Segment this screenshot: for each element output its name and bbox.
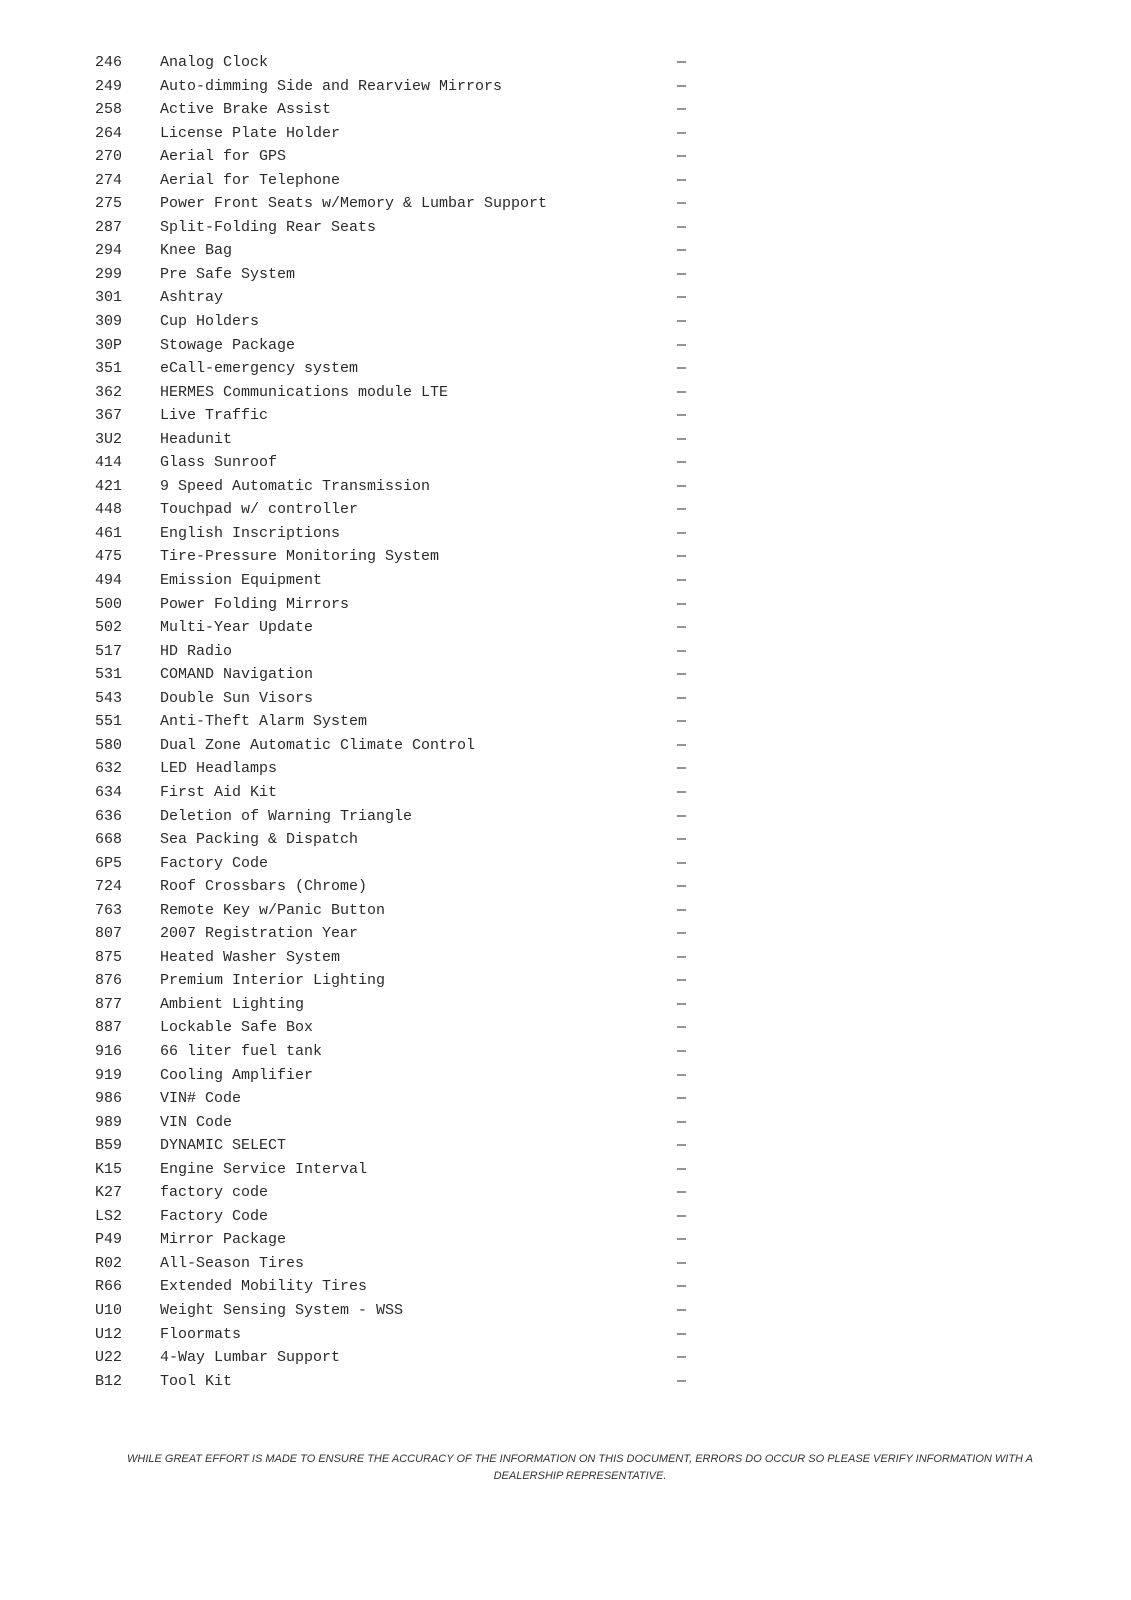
option-row bbox=[95, 852, 695, 876]
option-description: Sea Packing & Dispatch bbox=[160, 831, 359, 849]
option-description: Multi-Year Update bbox=[160, 619, 314, 637]
option-description: Power Front Seats w/Memory & Lumbar Support bbox=[160, 195, 548, 213]
option-code: 362 bbox=[95, 383, 123, 401]
option-price: — bbox=[677, 666, 687, 684]
option-price: — bbox=[677, 619, 687, 637]
option-code: 475 bbox=[95, 548, 123, 566]
option-price: — bbox=[677, 265, 687, 283]
option-price: — bbox=[677, 1325, 687, 1343]
option-description: Deletion of Warning Triangle bbox=[160, 807, 413, 825]
option-row bbox=[95, 899, 695, 923]
option-code: 367 bbox=[95, 407, 123, 425]
option-code: 274 bbox=[95, 171, 123, 189]
option-description: Tire-Pressure Monitoring System bbox=[160, 548, 440, 566]
option-row bbox=[95, 498, 695, 522]
option-row bbox=[95, 169, 695, 193]
option-description: English Inscriptions bbox=[160, 524, 341, 542]
option-description: Extended Mobility Tires bbox=[160, 1278, 368, 1296]
option-description: factory code bbox=[160, 1184, 269, 1202]
option-price: — bbox=[677, 548, 687, 566]
option-row bbox=[95, 875, 695, 899]
option-code: 502 bbox=[95, 619, 123, 637]
option-code: 877 bbox=[95, 995, 123, 1013]
option-price: — bbox=[677, 1231, 687, 1249]
option-code: 448 bbox=[95, 501, 123, 519]
option-price: — bbox=[677, 477, 687, 495]
option-price: — bbox=[677, 595, 687, 613]
option-price: — bbox=[677, 101, 687, 119]
option-code: 421 bbox=[95, 477, 123, 495]
option-price: — bbox=[677, 854, 687, 872]
option-row bbox=[95, 451, 695, 475]
option-description: HERMES Communications module LTE bbox=[160, 383, 449, 401]
option-code: B59 bbox=[95, 1137, 123, 1155]
option-price: — bbox=[677, 1207, 687, 1225]
option-row bbox=[95, 663, 695, 687]
option-code: 517 bbox=[95, 642, 123, 660]
option-description: Split-Folding Rear Seats bbox=[160, 218, 377, 236]
option-price: — bbox=[677, 289, 687, 307]
option-price: — bbox=[677, 1254, 687, 1272]
option-description: Weight Sensing System - WSS bbox=[160, 1301, 404, 1319]
option-code: 668 bbox=[95, 831, 123, 849]
option-price: — bbox=[677, 171, 687, 189]
option-description: Ashtray bbox=[160, 289, 224, 307]
option-row bbox=[95, 1299, 695, 1323]
option-row bbox=[95, 357, 695, 381]
option-code: 580 bbox=[95, 736, 123, 754]
option-description: 4-Way Lumbar Support bbox=[160, 1349, 341, 1367]
option-code: 876 bbox=[95, 972, 123, 990]
option-price: — bbox=[677, 313, 687, 331]
option-row bbox=[95, 1252, 695, 1276]
option-price: — bbox=[677, 713, 687, 731]
option-price: — bbox=[677, 1090, 687, 1108]
option-price: — bbox=[677, 901, 687, 919]
option-price: — bbox=[677, 1066, 687, 1084]
option-price: — bbox=[677, 831, 687, 849]
option-price: — bbox=[677, 1184, 687, 1202]
option-description: Tool Kit bbox=[160, 1372, 233, 1390]
option-row bbox=[95, 310, 695, 334]
option-description: Remote Key w/Panic Button bbox=[160, 901, 386, 919]
option-row bbox=[95, 805, 695, 829]
option-code: 986 bbox=[95, 1090, 123, 1108]
option-description: License Plate Holder bbox=[160, 124, 341, 142]
option-description: eCall-emergency system bbox=[160, 360, 359, 378]
option-code: 275 bbox=[95, 195, 123, 213]
option-row bbox=[95, 593, 695, 617]
option-price: — bbox=[677, 360, 687, 378]
option-row bbox=[95, 381, 695, 405]
option-price: — bbox=[677, 1372, 687, 1390]
option-description: Mirror Package bbox=[160, 1231, 287, 1249]
option-price: — bbox=[677, 195, 687, 213]
option-row bbox=[95, 1323, 695, 1347]
option-row bbox=[95, 710, 695, 734]
option-code: K27 bbox=[95, 1184, 123, 1202]
option-description: Active Brake Assist bbox=[160, 101, 332, 119]
option-price: — bbox=[677, 642, 687, 660]
option-code: 531 bbox=[95, 666, 123, 684]
option-price: — bbox=[677, 1160, 687, 1178]
option-code: 351 bbox=[95, 360, 123, 378]
option-row bbox=[95, 239, 695, 263]
option-price: — bbox=[677, 783, 687, 801]
option-price: — bbox=[677, 1137, 687, 1155]
option-code: 875 bbox=[95, 948, 123, 966]
option-description: VIN# Code bbox=[160, 1090, 242, 1108]
option-price: — bbox=[677, 925, 687, 943]
option-row bbox=[95, 946, 695, 970]
option-row bbox=[95, 569, 695, 593]
option-row bbox=[95, 922, 695, 946]
option-row bbox=[95, 75, 695, 99]
option-price: — bbox=[677, 807, 687, 825]
option-description: Heated Washer System bbox=[160, 948, 341, 966]
option-code: 807 bbox=[95, 925, 123, 943]
option-description: Auto-dimming Side and Rearview Mirrors bbox=[160, 77, 503, 95]
option-description: 66 liter fuel tank bbox=[160, 1042, 323, 1060]
option-row bbox=[95, 145, 695, 169]
option-row bbox=[95, 781, 695, 805]
option-description: HD Radio bbox=[160, 642, 233, 660]
option-code: 887 bbox=[95, 1019, 123, 1037]
option-code: 258 bbox=[95, 101, 123, 119]
option-code: 249 bbox=[95, 77, 123, 95]
option-row bbox=[95, 1346, 695, 1370]
option-description: Knee Bag bbox=[160, 242, 233, 260]
option-row bbox=[95, 1228, 695, 1252]
option-code: 632 bbox=[95, 760, 123, 778]
option-code: 299 bbox=[95, 265, 123, 283]
option-row bbox=[95, 1158, 695, 1182]
option-code: 763 bbox=[95, 901, 123, 919]
option-price: — bbox=[677, 242, 687, 260]
option-description: Roof Crossbars (Chrome) bbox=[160, 878, 368, 896]
option-description: Lockable Safe Box bbox=[160, 1019, 314, 1037]
option-code: 636 bbox=[95, 807, 123, 825]
option-row bbox=[95, 428, 695, 452]
option-description: Pre Safe System bbox=[160, 265, 296, 283]
option-row bbox=[95, 734, 695, 758]
option-price: — bbox=[677, 1042, 687, 1060]
option-row bbox=[95, 1111, 695, 1135]
option-price: — bbox=[677, 430, 687, 448]
option-row bbox=[95, 216, 695, 240]
option-row bbox=[95, 263, 695, 287]
option-row bbox=[95, 1016, 695, 1040]
option-row bbox=[95, 828, 695, 852]
option-row bbox=[95, 545, 695, 569]
option-description: Analog Clock bbox=[160, 54, 269, 71]
option-row bbox=[95, 616, 695, 640]
option-price: — bbox=[677, 760, 687, 778]
option-description: LED Headlamps bbox=[160, 760, 278, 778]
option-code: 3U2 bbox=[95, 430, 123, 448]
option-row bbox=[95, 1181, 695, 1205]
option-price: — bbox=[677, 383, 687, 401]
option-code: 989 bbox=[95, 1113, 123, 1131]
option-code: 294 bbox=[95, 242, 123, 260]
option-price: — bbox=[677, 454, 687, 472]
option-price: — bbox=[677, 878, 687, 896]
option-description: DYNAMIC SELECT bbox=[160, 1137, 287, 1155]
option-code: 543 bbox=[95, 689, 123, 707]
option-row bbox=[95, 334, 695, 358]
option-row bbox=[95, 522, 695, 546]
option-code: U22 bbox=[95, 1349, 123, 1367]
option-row bbox=[95, 122, 695, 146]
option-code: P49 bbox=[95, 1231, 123, 1249]
option-row bbox=[95, 1205, 695, 1229]
option-code: 494 bbox=[95, 572, 123, 590]
option-price: — bbox=[677, 524, 687, 542]
option-price: — bbox=[677, 572, 687, 590]
option-row bbox=[95, 687, 695, 711]
option-description: Engine Service Interval bbox=[160, 1160, 368, 1178]
option-code: 551 bbox=[95, 713, 123, 731]
option-description: 9 Speed Automatic Transmission bbox=[160, 477, 431, 495]
option-row bbox=[95, 1040, 695, 1064]
option-row bbox=[95, 1275, 695, 1299]
option-code: 246 bbox=[95, 54, 123, 71]
option-description: Ambient Lighting bbox=[160, 995, 305, 1013]
option-code: 309 bbox=[95, 313, 123, 331]
option-code: 634 bbox=[95, 783, 123, 801]
option-price: — bbox=[677, 124, 687, 142]
option-code: 500 bbox=[95, 595, 123, 613]
option-description: Anti-Theft Alarm System bbox=[160, 713, 368, 731]
option-code: 916 bbox=[95, 1042, 123, 1060]
option-code: R66 bbox=[95, 1278, 123, 1296]
option-description: COMAND Navigation bbox=[160, 666, 314, 684]
option-price: — bbox=[677, 54, 687, 71]
option-row bbox=[95, 475, 695, 499]
option-description: Double Sun Visors bbox=[160, 689, 314, 707]
option-description: Dual Zone Automatic Climate Control bbox=[160, 736, 476, 754]
option-description: Cooling Amplifier bbox=[160, 1066, 314, 1084]
option-description: Factory Code bbox=[160, 854, 269, 872]
option-price: — bbox=[677, 972, 687, 990]
option-description: Stowage Package bbox=[160, 336, 296, 354]
option-description: VIN Code bbox=[160, 1113, 233, 1131]
option-description: Touchpad w/ controller bbox=[160, 501, 359, 519]
options-list bbox=[95, 51, 695, 1393]
option-description: First Aid Kit bbox=[160, 783, 278, 801]
option-price: — bbox=[677, 736, 687, 754]
option-code: 724 bbox=[95, 878, 123, 896]
option-code: B12 bbox=[95, 1372, 123, 1390]
option-row bbox=[95, 1064, 695, 1088]
option-price: — bbox=[677, 218, 687, 236]
option-code: 919 bbox=[95, 1066, 123, 1084]
option-description: Cup Holders bbox=[160, 313, 260, 331]
option-price: — bbox=[677, 336, 687, 354]
footer-disclaimer: WHILE GREAT EFFORT IS MADE TO ENSURE THE ACCURACY OF THE INFORMATION ON THIS DOCUMENT, ERRORS DO OCCUR SO PLEASE VERIFY INFORMATION WITH A DEALERSHIP REPRESENTATIVE. bbox=[127, 1453, 1033, 1482]
option-row bbox=[95, 51, 695, 75]
option-code: 270 bbox=[95, 148, 123, 166]
option-code: 301 bbox=[95, 289, 123, 307]
option-row bbox=[95, 757, 695, 781]
option-price: — bbox=[677, 407, 687, 425]
option-row bbox=[95, 286, 695, 310]
option-code: K15 bbox=[95, 1160, 123, 1178]
option-description: 2007 Registration Year bbox=[160, 925, 359, 943]
option-code: R02 bbox=[95, 1254, 123, 1272]
option-row bbox=[95, 192, 695, 216]
option-code: 461 bbox=[95, 524, 123, 542]
option-description: Floormats bbox=[160, 1325, 242, 1343]
option-row bbox=[95, 993, 695, 1017]
option-description: Aerial for GPS bbox=[160, 148, 287, 166]
option-row bbox=[95, 1370, 695, 1394]
option-description: Emission Equipment bbox=[160, 572, 323, 590]
option-code: U12 bbox=[95, 1325, 123, 1343]
option-price: — bbox=[677, 1113, 687, 1131]
option-price: — bbox=[677, 1278, 687, 1296]
option-description: Live Traffic bbox=[160, 407, 269, 425]
option-code: U10 bbox=[95, 1301, 123, 1319]
option-code: LS2 bbox=[95, 1207, 123, 1225]
option-price: — bbox=[677, 1301, 687, 1319]
option-description: Headunit bbox=[160, 430, 233, 448]
option-row bbox=[95, 1134, 695, 1158]
option-description: Glass Sunroof bbox=[160, 454, 278, 472]
option-code: 287 bbox=[95, 218, 123, 236]
option-description: Factory Code bbox=[160, 1207, 269, 1225]
option-row bbox=[95, 404, 695, 428]
option-price: — bbox=[677, 77, 687, 95]
option-code: 264 bbox=[95, 124, 123, 142]
option-description: Aerial for Telephone bbox=[160, 171, 341, 189]
option-price: — bbox=[677, 501, 687, 519]
option-description: Premium Interior Lighting bbox=[160, 972, 386, 990]
option-code: 6P5 bbox=[95, 854, 123, 872]
option-row bbox=[95, 969, 695, 993]
option-row bbox=[95, 640, 695, 664]
option-price: — bbox=[677, 948, 687, 966]
option-price: — bbox=[677, 995, 687, 1013]
option-price: — bbox=[677, 1019, 687, 1037]
option-row bbox=[95, 98, 695, 122]
option-code: 30P bbox=[95, 336, 123, 354]
option-code: 414 bbox=[95, 454, 123, 472]
option-row bbox=[95, 1087, 695, 1111]
option-description: All-Season Tires bbox=[160, 1254, 305, 1272]
option-price: — bbox=[677, 148, 687, 166]
option-price: — bbox=[677, 1349, 687, 1367]
option-price: — bbox=[677, 689, 687, 707]
option-description: Power Folding Mirrors bbox=[160, 595, 350, 613]
